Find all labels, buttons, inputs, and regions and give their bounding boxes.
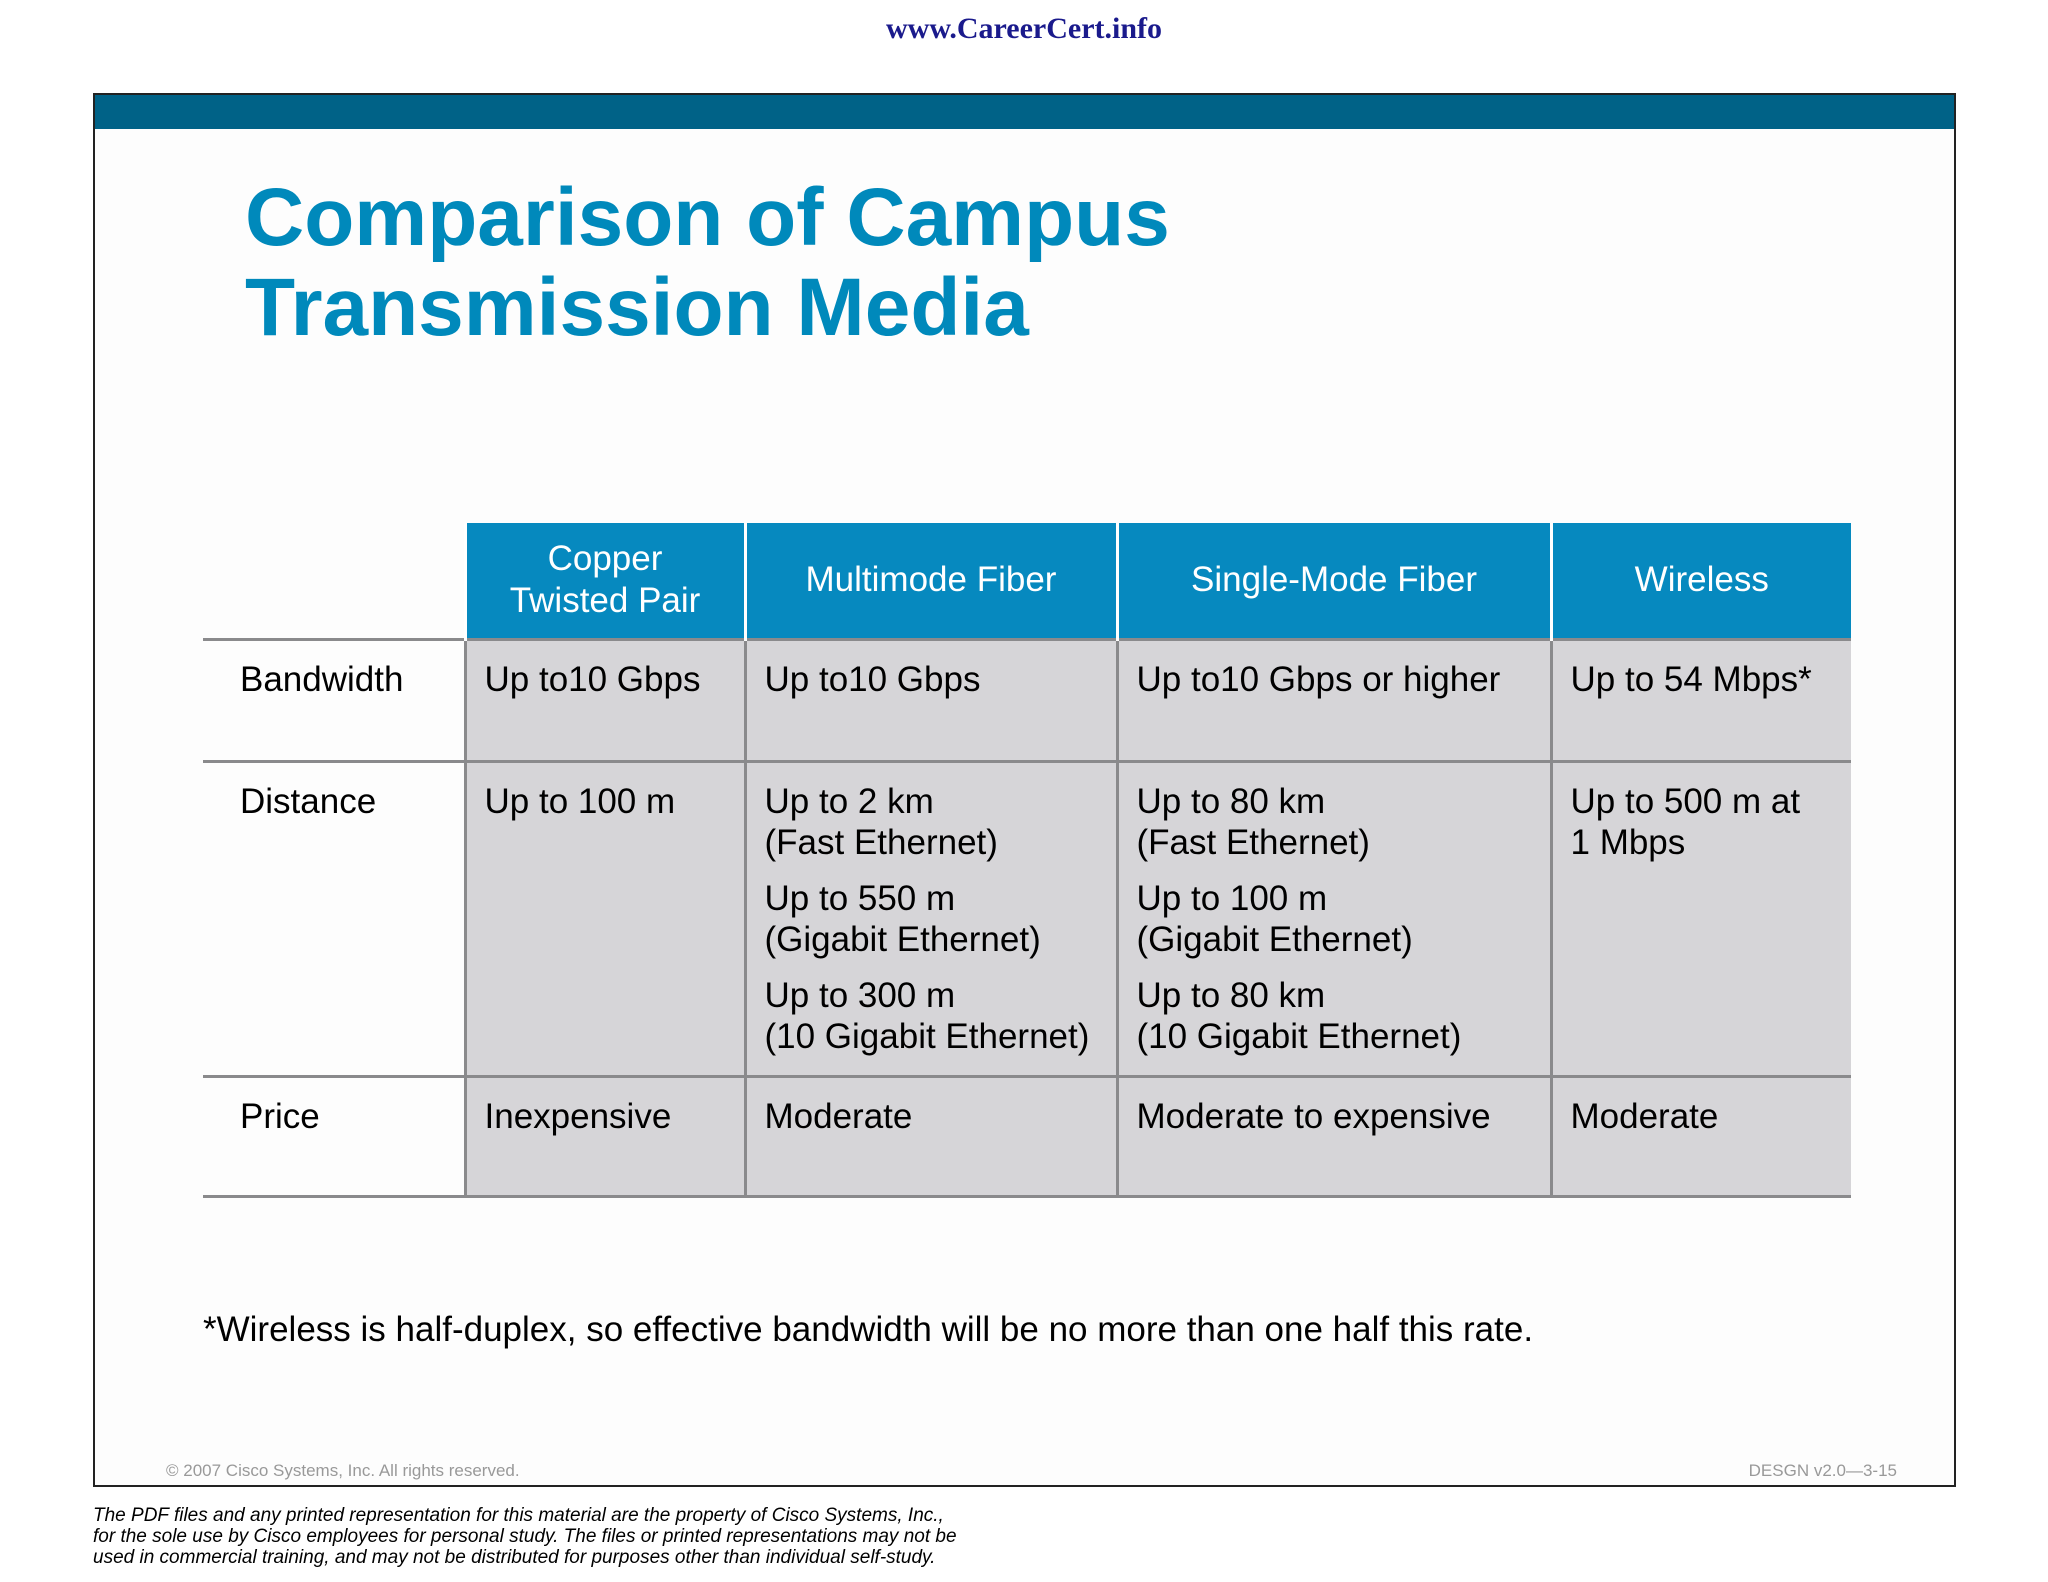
table-row xyxy=(203,639,1851,761)
table-cell xyxy=(1551,639,1851,761)
row-label: Distance xyxy=(203,761,465,1076)
cell-entry: Up to 500 m at 1 Mbps xyxy=(1570,781,1801,862)
column-header: Wireless xyxy=(1551,523,1851,639)
table-cell xyxy=(465,639,745,761)
cell-entry: Up to 54 Mbps* xyxy=(1570,659,1812,699)
table-cell xyxy=(465,1076,745,1196)
cell-entry: Up to10 Gbps or higher xyxy=(1136,659,1501,699)
slide-title-line: Comparison of Campus xyxy=(245,172,1170,263)
disclaimer-line: used in commercial training, and may not be distributed for purposes other than individual self-study. xyxy=(93,1547,936,1568)
cell-entry: Up to 300 m (10 Gigabit Ethernet) xyxy=(764,975,1090,1056)
disclaimer-line: The PDF files and any printed representation for this material are the property of Cisco Systems, Inc., xyxy=(93,1505,944,1526)
cell-entry: Up to 100 m xyxy=(484,781,676,821)
table-cell xyxy=(1551,761,1851,1076)
cell-entry: Up to 100 m (Gigabit Ethernet) xyxy=(1136,878,1413,959)
table-cell xyxy=(465,761,745,1076)
comparison-table xyxy=(203,523,1851,1198)
course-id: DESGN v2.0—3-15 xyxy=(1748,1461,1897,1480)
cell-entry: Moderate to expensive xyxy=(1136,1096,1491,1136)
cell-entry: Moderate xyxy=(1570,1096,1719,1136)
table-cell xyxy=(1117,761,1551,1076)
table-cell xyxy=(1117,639,1551,761)
slide-header-bar xyxy=(95,95,1954,129)
slide-title xyxy=(245,173,1445,353)
row-label: Price xyxy=(203,1076,465,1196)
cell-entry: Up to 80 km (Fast Ethernet) xyxy=(1136,781,1370,862)
table-cell xyxy=(1117,1076,1551,1196)
table-corner-cell xyxy=(203,523,465,639)
table-cell xyxy=(1551,1076,1851,1196)
table-row xyxy=(203,761,1851,1076)
cell-entry: Up to 2 km (Fast Ethernet) xyxy=(764,781,998,862)
cell-entry: Moderate xyxy=(764,1096,913,1136)
cell-entry: Up to10 Gbps xyxy=(764,659,981,699)
disclaimer-line: for the sole use by Cisco employees for personal study. The files or printed representations may not be xyxy=(93,1526,957,1547)
column-header: Multimode Fiber xyxy=(745,523,1117,639)
cell-entry: Inexpensive xyxy=(484,1096,672,1136)
column-header: Copper Twisted Pair xyxy=(465,523,745,639)
cell-entry: Up to10 Gbps xyxy=(484,659,701,699)
table-header-row xyxy=(203,523,1851,639)
slide-title-line: Transmission Media xyxy=(245,262,1029,353)
table-row xyxy=(203,1076,1851,1196)
table-cell xyxy=(745,1076,1117,1196)
site-url: www.CareerCert.info xyxy=(885,12,1163,45)
cell-entry: Up to 550 m (Gigabit Ethernet) xyxy=(764,878,1041,959)
column-header: Single-Mode Fiber xyxy=(1117,523,1551,639)
copyright: © 2007 Cisco Systems, Inc. All rights reserved. xyxy=(166,1461,520,1480)
disclaimer xyxy=(93,1505,1193,1568)
table-cell xyxy=(745,761,1117,1076)
table-cell xyxy=(745,639,1117,761)
cell-entry: Up to 80 km (10 Gigabit Ethernet) xyxy=(1136,975,1462,1056)
slide xyxy=(93,93,1956,1487)
row-label: Bandwidth xyxy=(203,639,465,761)
footnote: *Wireless is half-duplex, so effective bandwidth will be no more than one half this rate. xyxy=(203,1310,1534,1349)
